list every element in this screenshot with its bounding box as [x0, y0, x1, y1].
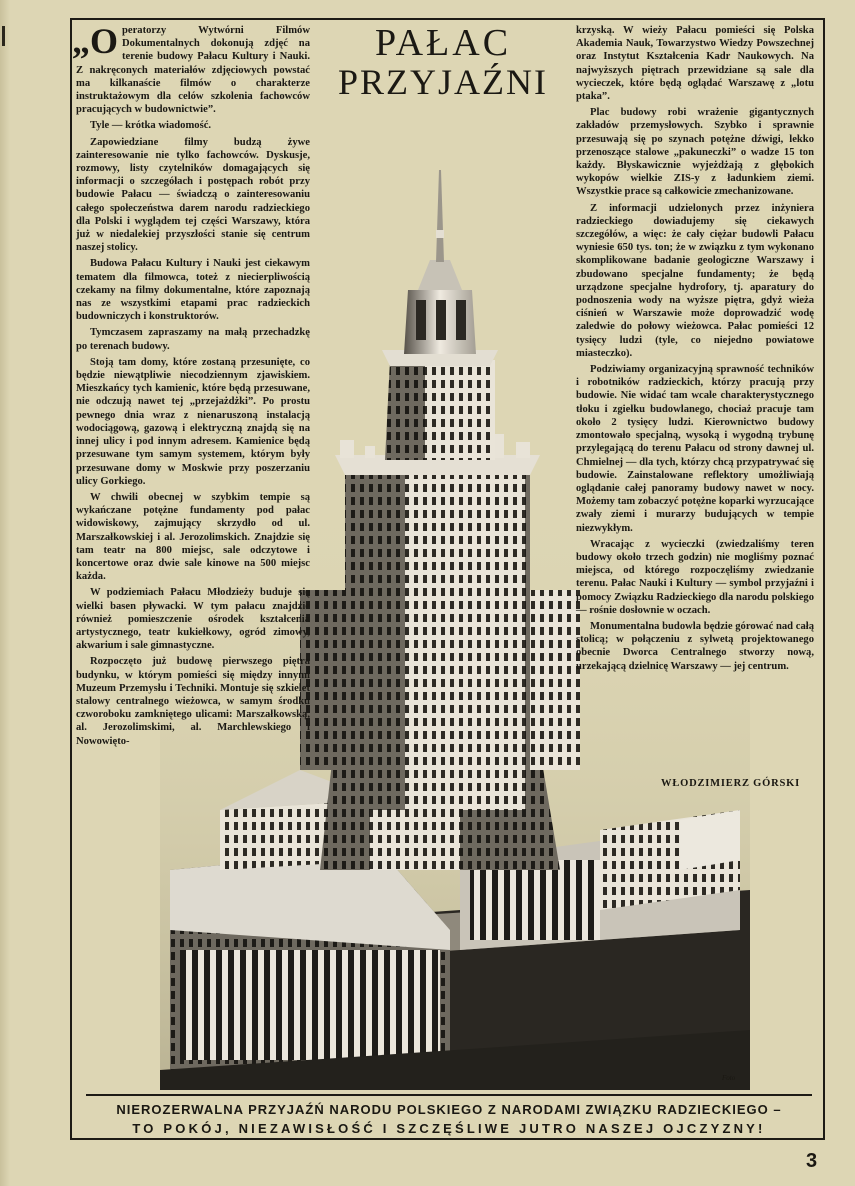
paragraph: Rozpoczęto już budowę pierwszego piętra budynku, w którym pomieści się między innymi Muzeum Przemysłu i Techniki. Montuje się szkielet stalowy centralnego wieżowca, w samym środku czworoboku zamkniętego ulicami: Marszałkowską, al. Jerozolimskimi, al. Marchlewskiego i Nowowięto-	[76, 656, 310, 747]
page-edge	[0, 0, 10, 1186]
drop-cap: „O	[72, 21, 119, 61]
paragraph: W podziemiach Pałacu Młodzieży buduje się wielki basen pływacki. W tym pałacu znajdzie również pomieszczenie ośrodek kształcenia artystycznego, teatr kukiełkowy, ogród zimowy, akwarium i sale gimnastyczne.	[76, 587, 310, 652]
paragraph: Wracając z wycieczki (zwiedzaliśmy teren budowy około trzech godzin) nie mogliśmy poznać miejsca, od którego rozpoczęliśmy zwiedzanie terenu. Pałac Nauki i Kultury — symbol przyjaźni i pomocy Związku Radzieckiego dla narodu polskiego — rośnie dosłownie w oczach.	[576, 538, 814, 616]
title-line-2: PRZYJAŹNI	[337, 62, 548, 102]
author-signature: WŁODZIMIERZ GÓRSKI	[661, 778, 800, 789]
paragraph: Z informacji udzielonych przez inżyniera radzieckiego dowiadujemy się ciekawych szczegółów, a więc: że cały ciężar budowli Pałacu wyniesie 650 tys. ton; że w związku z tym wykonano skomplikowane badanie geologiczne Warszawy i zbudowano specjalne fundamenty; że będą urządzone specjalne hydrofory, tj. aparatury do podnoszenia wody na wyższe piętra, gdyż wieża ciśnień w Warszawie może doprowadzić wodę zaledwie do połowy wieżowca. Pałac pomieści 12 tysięcy ludzi (tyle, co niejedno powiatowe miasteczko).	[576, 202, 814, 359]
slogan-line-1: NIEROZERWALNA PRZYJAŹŃ NARODU POLSKIEGO Z NARODAMI ZWIĄZKU RADZIECKIEGO –	[116, 1102, 782, 1117]
paragraph: Tyle — krótka wiadomość.	[90, 120, 212, 132]
paragraph: Plac budowy robi wrażenie gigantycznych zakładów przemysłowych. Szybko i sprawnie przesuwają się po szynach potężne dźwigi, lekko przenoszące stalowe „pakuneczki” o wadze 15 ton każdy. Błyskawicznie wyjeżdżają z głębokich wykopów wielkie ZIS-y z ładunkiem ziemi. Wszystkie prace są całkowicie zmechanizowane.	[576, 107, 814, 198]
slogan-divider	[86, 1094, 812, 1096]
slogan-banner	[82, 1100, 816, 1138]
photo-credit: Foto	[722, 1074, 736, 1082]
paragraph: krzyską. W wieży Pałacu pomieści się Polska Akademia Nauk, Towarzystwo Wiedzy Powszechnej oraz Instytut Kształcenia Kadr Naukowych. Na najwyższych piętrach przewidziane są sale dla wycieczek, które będą oglądać Warszawę z „lotu ptaka”.	[576, 25, 814, 103]
paragraph: W chwili obecnej w szybkim tempie są wykańczane potężne fundamenty pod pałac widowiskowy, zajmujący skrzydło od ul. Marszałkowskiej i al. Jerozolimskich. Znajdzie się tam teatr na 800 miejsc, sale odczytowe i koncertowe oraz dwie sale kinowe na 500 miejsc każda.	[76, 491, 310, 583]
paragraph: Zapowiedziane filmy budzą żywe zainteresowanie nie tylko fachowców. Dyskusje, rozmowy, listy czytelników domagających się informacji o szczegółach i postępach robót przy budowie Pałacu — świadczą o zainteresowaniu całego społeczeństwa darem narodu radzieckiego dla Polski i wyglądem tej części Warszawy, która już w niedalekiej przyszłości stanie się centrum naszej stolicy.	[76, 136, 310, 254]
paragraph: Stoją tam domy, które zostaną przesunięte, co będzie niewątpliwie niecodziennym zjawiskiem. Mieszkańcy tych kamienic, które będą przesuwane, nie odczują nawet tej „przejażdżki”. Po prostu pewnego dnia wraz z nienaruszoną instalacją wodociągową, gazową i elektryczną znajdą się na innej ulicy i pod innym adresem. Kamienice będą przesuwane tym samym systemem, którym były przesuwane domy w Moskwie przy poszerzaniu ulicy Gorkiego.	[76, 356, 310, 487]
slogan-line-2: TO POKÓJ, NIEZAWISŁOŚĆ I SZCZĘŚLIWE JUTRO NASZEJ OJCZYZNY!	[132, 1121, 766, 1136]
title-line-1: PAŁAC	[374, 22, 512, 64]
left-column	[72, 21, 310, 751]
paragraph: Monumentalna budowla będzie górować nad całą stolicą; w połączeniu z sylwetą projektowanego obecnie Dworca Centralnego stworzy nową, urzekającą dzielnicę Warszawy — jej centrum.	[576, 620, 814, 672]
paragraph: Budowa Pałacu Kultury i Nauki jest ciekawym tematem dla filmowca, toteż z niecierpliwością czekamy na filmy dokumentalne, które zapoznają nas ze wszystkimi etapami prac radzieckich budowniczych i konstruktorów.	[76, 258, 310, 323]
paragraph: Tymczasem zapraszamy na małą przechadzkę po terenach budowy.	[76, 327, 310, 352]
article-title	[323, 24, 563, 102]
right-column	[576, 24, 814, 676]
page-number: 3	[806, 1150, 818, 1172]
paragraph: „Operatorzy Wytwórni Filmów Dokumentalnych dokonują zdjęć na terenie budowy Pałacu Kultury i Nauki. Z nakręconych materiałów zdjęciowych powstać ma kilkanaście filmów o charakterze instruktażowym dla celów szkolenia fachowców pracujących w budownictwie”.	[72, 21, 310, 116]
margin-mark	[2, 26, 5, 46]
paragraph: Podziwiamy organizacyjną sprawność techników i robotników radzieckich, którzy pracują przy budowie. Nie widać tam wcale charakterystycznego tłoku i zgiełku budowlanego, chociaż pracuje tam około 2 tysięcy ludzi. Kierownictwo budowy zmontowało specjalną, wysoką i wygodną trybunę przylegającą do terenu Pałacu od strony dawnej ul. Chmielnej — dla tych, którzy chcą przypatrywać się budowie. Zainstalowane reflektory umożliwiają oglądanie całej panoramy budowy nawet w nocy. Możemy tam zobaczyć potężne koparki wyrzucające zwały ziemi i murarzy budujących w tempie niezwykłym.	[576, 364, 814, 534]
